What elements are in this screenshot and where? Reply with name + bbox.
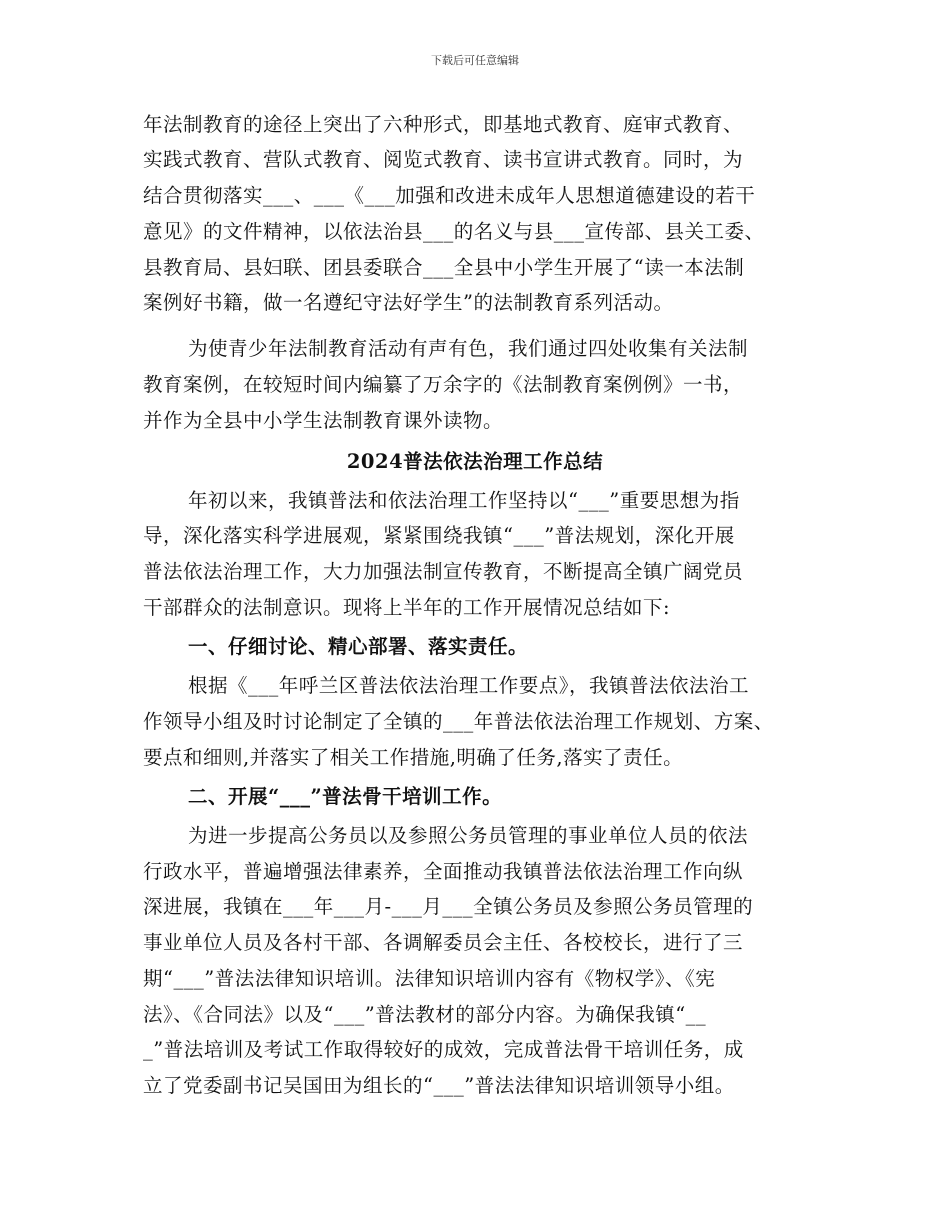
paragraph-line: 普法依法治理工作，大力加强法制宣传教育，不断提高全镇广阔党员 xyxy=(143,560,744,583)
paragraph-line: 年法制教育的途径上突出了六种形式，即基地式教育、庭审式教育、 xyxy=(143,113,744,136)
paragraph-line: 要点和细则,并落实了相关工作措施,明确了任务,落实了责任。 xyxy=(143,746,684,769)
paragraph-line: 法》、《合同法》以及“___”普法教材的部分内容。为确保我镇“__ xyxy=(143,1003,707,1026)
paragraph-line: 干部群众的法制意识。现将上半年的工作开展情况总结如下: xyxy=(143,596,671,619)
paragraph-line: 根据《___年呼兰区普法依法治理工作要点》，我镇普法依法治工 xyxy=(188,674,750,697)
paragraph-line: 立了党委副书记吴国田为组长的“___”普法法律知识培训领导小组。 xyxy=(143,1074,735,1097)
paragraph-line: 深进展，我镇在___年___月-___月___全镇公务员及参照公务员管理的 xyxy=(143,895,754,918)
paragraph-line: 意见》的文件精神，以依法治县___的名义与县___宣传部、县关工委、 xyxy=(143,220,765,243)
paragraph-line: 实践式教育、营队式教育、阅览式教育、读书宣讲式教育。同时，为 xyxy=(143,148,744,171)
document-title: 2024普法依法治理工作总结 xyxy=(346,450,604,473)
paragraph-line: 结合贯彻落实___、___《___加强和改进未成年人思想道德建设的若干 xyxy=(143,184,756,207)
paragraph-line: 并作为全县中小学生法制教育课外读物。 xyxy=(143,409,504,432)
paragraph-line: _”普法培训及考试工作取得较好的成效，完成普法骨干培训任务，成 xyxy=(143,1038,744,1061)
paragraph-line: 教育案例，在较短时间内编纂了万余字的《法制教育案例例》一书， xyxy=(143,373,744,396)
paragraph-line: 为进一步提高公务员以及参照公务员管理的事业单位人员的依法 xyxy=(188,824,749,847)
page-header: 下载后可任意编辑 xyxy=(431,54,519,67)
paragraph-line: 为使青少年法制教育活动有声有色，我们通过四处收集有关法制 xyxy=(188,337,749,360)
paragraph-line: 案例好书籍，做一名遵纪守法好学生”的法制教育系列活动。 xyxy=(143,291,674,314)
paragraph-line: 导，深化落实科学进展观，紧紧围绕我镇“___”普法规划，深化开展 xyxy=(143,524,735,547)
section-heading: 一、仔细讨论、精心部署、落实责任。 xyxy=(188,635,529,658)
paragraph-line: 事业单位人员及各村干部、各调解委员会主任、各校校长，进行了三 xyxy=(143,931,744,954)
paragraph-line: 年初以来，我镇普法和依法治理工作坚持以“___”重要思想为指 xyxy=(188,489,740,512)
section-heading: 二、开展“___”普法骨干培训工作。 xyxy=(188,785,503,808)
paragraph-line: 期“___”普法法律知识培训。法律知识培训内容有《物权学》、《宪 xyxy=(143,967,716,990)
paragraph-line: 作领导小组及时讨论制定了全镇的___年普法依法治理工作规划、方案、 xyxy=(143,710,774,733)
paragraph-line: 行政水平，普遍增强法律素养，全面推动我镇普法依法治理工作向纵 xyxy=(143,860,744,883)
paragraph-line: 县教育局、县妇联、团县委联合___全县中小学生开展了“读一本法制 xyxy=(143,256,745,279)
